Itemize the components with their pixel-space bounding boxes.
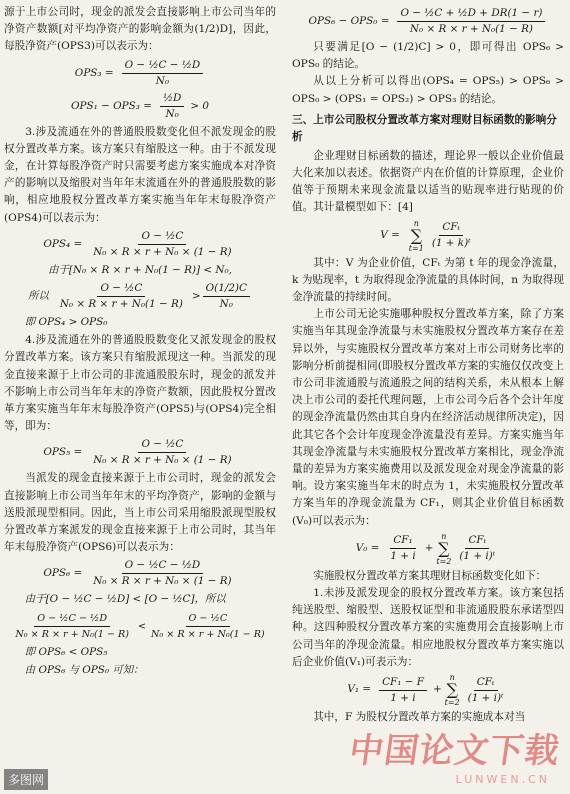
sigma-icon: ∑ [410,225,423,245]
summation [445,673,460,707]
left-column [4,4,276,680]
denominator: N₀ [219,298,233,311]
equation-lhs: OPS₆ = [43,567,83,580]
numerator: ½D [160,91,184,107]
equation-ops-diff [4,91,276,122]
sigma-icon: ∑ [438,538,450,558]
denominator: N₀ × R × r + N₀(1 − R) [409,23,533,35]
inequality: 即 OPS₆ < OPS₅ [24,645,108,658]
equation-v0 [292,532,564,566]
numerator: O − ½C − ½D [122,558,204,574]
summation [436,532,451,566]
right-column [292,4,564,726]
paragraph: 上市公司无论实施哪种股权分置改革方案，除了方案实施当年其现金净流量与未实施股权分置改革方案存在差异以外，与实施股权分置改革方案对上市公司财务比率的影响分析前提相同(即股权分置改革方案的实施仅仅改变上市公司非流通股与流通股之间的结构关系，未从根本上解决上市公司的委托代理问题，上市公司今后各个会计年度的现金净流量仍然由其自身内在经济活动规律所决定)，因此其它各个会计年度现金净流量没有差异。方案实施当年其现金净流量与未实施股权分置改革方案相比，现金净流量的差异为方案实施费用以及派发现金对现金净流量的影响。设方案实施当年末的时点为 1，未实施股权分置改革方案当年的净现金流量为 CF₁，则其企业价值目标函数(V₀)可以表示为： [292,308,564,527]
fraction [160,91,184,122]
denominator: N₀ × R × r + N₀ × (1 − R) [93,575,232,588]
sigma-icon: ∑ [446,680,458,700]
paragraph: 从以上分析可以得出(OPS₄ = OPS₅) > OPS₆ > OPS₀ > (OPS₁ = OPS₂) > OPS₃ 的结论。 [292,75,564,105]
paragraph: 实施股权分置改革方案其理财目标函数变化如下： [313,569,547,582]
equation-lhs: V₁ = [347,683,372,696]
equation-v1 [292,673,564,707]
denominator: (1 + i)ᵗ [467,691,504,704]
fraction [90,437,234,468]
equation-ops6-diff [292,6,564,37]
numerator: O − ½C [186,611,231,627]
watermark-sub: LUNWEN.CN [455,773,550,786]
equation-operator: < [137,620,147,632]
fraction [12,611,132,642]
equation-lhs: 所以 [28,289,49,302]
equation-lhs: OPS₄ = [43,237,83,250]
fraction [387,533,418,564]
paragraph: 4.涉及流通在外的普通股股数变化又派发现金的股权分置改革方案。该方案只有缩股派现这一种。当派发的现金直接来源于上市公司的非流通股股东时，现金的派发并不影响上市公司当年年末的净资产数额，因此股权分置改革方案实施当年年末每股净资产(OPS5)与(OPS4)完全相等，即为： [4,334,276,433]
numerator: CF₁ [390,533,415,549]
fraction [203,281,250,312]
numerator: O − ½C − ½D [34,611,110,627]
corner-logo: 多图网 [4,769,48,790]
equation-ops5 [4,437,276,468]
inequality: 由于[O − ½C − ½D] < [O − ½C]，所以 [24,593,226,606]
paragraph: 企业理财目标函数的描述，理论界一般以企业价值最大化来加以表述。依据资产内在价值的计算原理，企业价值等于预期未来现金流量以适当的贴现率进行贴现的价值。其计量模型如下：[4] [292,149,564,214]
denominator: N₀ [155,74,170,87]
paragraph: 1.未涉及派发现金的股权分置改革方案。该方案包括纯送股型、缩股型、送股权证型和非流通股股东承诺型四种。这四种股权分置改革方案的实施费用会直接影响上市公司当年的净现金流量。相应地股权分置改革方案实施以后企业价值(V₁)可表示为： [292,587,564,668]
fraction [57,281,186,312]
numerator: O − ½C [138,229,186,245]
denominator: N₀ × R × r + N₀(1 − R) [15,628,129,640]
fraction [456,533,498,564]
inequality: 由于[N₀ × R × r + N₀(1 − R)] < N₀, [48,263,232,276]
sum-lower: t=1 [408,243,424,253]
equation-lhs: V₀ = [355,542,380,555]
equation-tail: > 0 [190,99,209,112]
equation-operator: > [191,289,201,302]
paragraph: 3.涉及流通在外的普通股股数变化但不派发现金的股权分置改革方案。该方案只有缩股这一种。由于不派发现金，在计算每股净资产时只需要考虑方案实施成本对净资产的影响以及缩股对当年年末流通在外的普通股股数的影响，相应地股权分置改革方案实施当年年末每股净资产(OPS4)可以表示为： [4,125,276,224]
numerator: O − ½C [97,281,145,297]
fraction [90,229,234,260]
inequality: 由 OPS₆ 与 OPS₀ 可知： [24,663,144,676]
equation-operator: + [424,542,434,555]
sum-upper: n [413,218,419,228]
denominator: N₀ × R × r + N₀ × (1 − R) [93,245,232,258]
equation-lhs: OPS₅ = [43,446,83,459]
denominator: 1 + i [390,550,416,563]
sum-lower: t=2 [444,698,460,708]
section-heading: 三、上市公司股权分置改革方案对理财目标函数的影响分析 [292,113,557,143]
fraction [122,58,204,89]
paragraph: 其中，F 为股权分置改革方案的实施成本对当 [313,711,526,724]
equation-lhs: V = [380,229,400,242]
fraction [465,675,507,706]
fraction [90,558,234,589]
numerator: O(1/2)C [203,281,250,297]
numerator: O − ½C + ½D + DR(1 − r) [397,6,545,22]
paragraph: 当派发的现金直接来源于上市公司时，现金的派发会直接影响上市公司当年年末的平均净资产，影响的金额与送股派现型相同。因此，当上市公司采用缩股派现型股权分置改革方案派发的现金直接来源于上市公司时，其当年年末每股净资产(OPS6)可以表示为： [4,472,276,554]
equation-ops4 [4,229,276,260]
paragraph: 只要满足[O − (1/2)C] > 0，即可得出 OPS₆ > OPS₀ 的结论。 [292,41,564,71]
numerator: CF₁ − F [379,675,427,691]
equation-lhs: OPS₃ = [74,66,114,79]
equation-comparison-2 [4,611,276,642]
numerator: O − ½C − ½D [122,58,204,74]
sum-upper: n [449,673,455,683]
denominator: N₀ × R × r + N₀ × (1 − R) [93,454,232,467]
numerator: CFₜ [439,220,463,236]
denominator: (1 + k)ᵗ [431,237,471,250]
fraction [379,675,427,706]
denominator: N₀ [165,107,179,120]
denominator: (1 + i)ᵗ [459,550,496,563]
equation-ops6 [4,558,276,589]
denominator: N₀ × R × r + N₀(1 − R) [59,298,183,311]
sum-lower: t=2 [436,556,452,566]
equation-ops3 [4,58,276,89]
numerator: CFₜ [465,533,489,549]
summation [409,219,424,253]
numerator: O − ½C [138,437,186,453]
equation-comparison [4,281,276,312]
equation-lhs: OPS₆ − OPS₀ = [308,14,390,27]
fraction [148,611,268,642]
watermark: 中国论文下载 [346,731,563,771]
equation-operator: + [432,683,442,696]
paragraph: 源于上市公司时，现金的派发会直接影响上市公司当年的净资产数额[对平均净资产的影响金额为(1/2)D]，因此，每股净资产(OPS3)可以表示为： [4,6,276,53]
fraction [429,220,474,251]
equation-lhs: OPS₁ − OPS₃ = [71,99,152,112]
sum-upper: n [441,531,447,541]
paragraph: 其中：V 为企业价值，CFₜ 为第 t 年的现金净流量，k 为贴现率，t 为取得现金净流量的具体时间，n 为取得现金净流量的持续时间。 [292,256,564,304]
fraction [397,6,545,37]
denominator: 1 + i [390,691,416,704]
inequality: 即 OPS₄ > OPS₀ [24,316,108,329]
denominator: N₀ × R × r + N₀(1 − R) [151,628,265,640]
equation-v [292,219,564,253]
numerator: CFₜ [474,675,498,691]
